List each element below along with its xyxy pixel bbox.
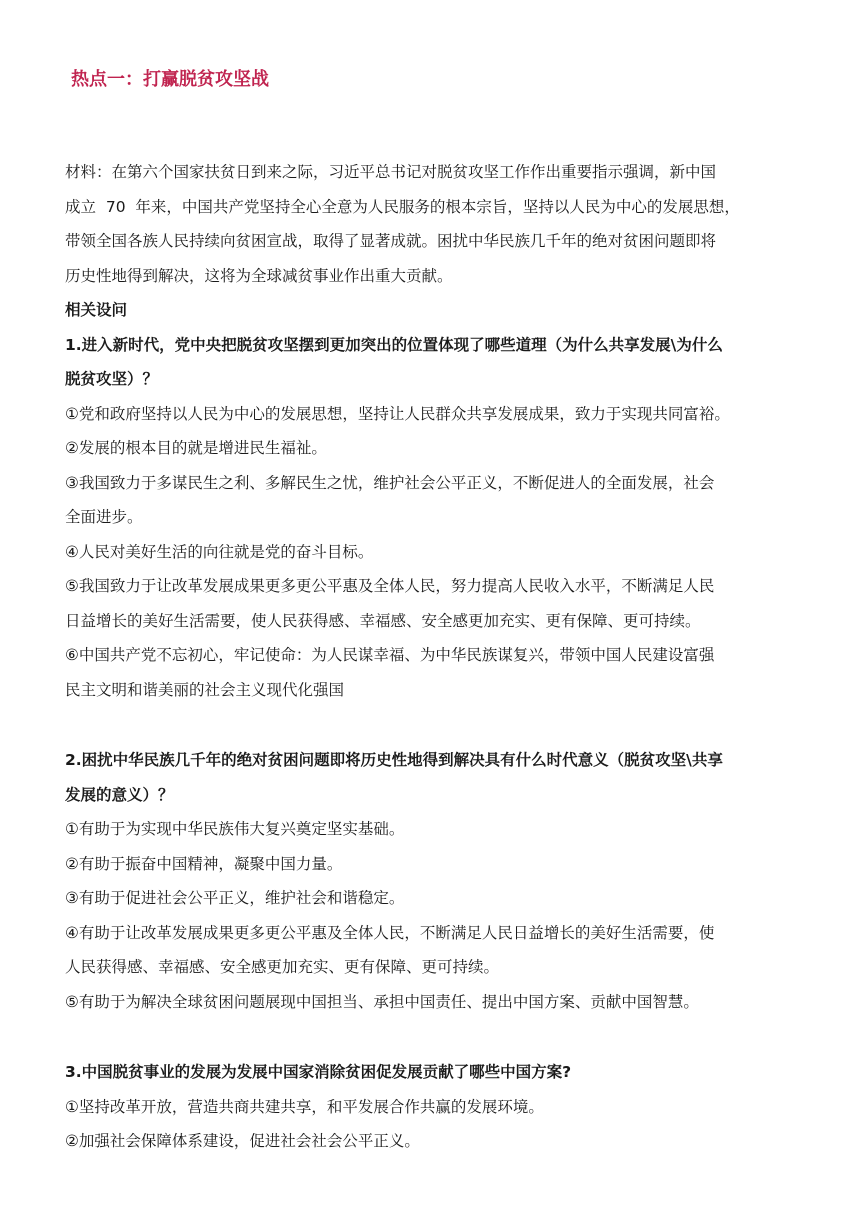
answer-line: ③我国致力于多谋民生之利、多解民生之忧，维护社会公平正义，不断促进人的全面发展，社会 — [65, 473, 715, 492]
material-line: 历史性地得到解决，这将为全球减贫事业作出重大贡献。 — [65, 266, 453, 285]
material-line: 材料：在第六个国家扶贫日到来之际，习近平总书记对脱贫攻坚工作作出重要指示强调，新中国 — [65, 163, 717, 181]
question-block-1 — [65, 328, 798, 708]
answer-line: 民主文明和谐美丽的社会主义现代化强国 — [65, 680, 345, 699]
answer-line: ②有助于振奋中国精神，凝聚中国力量。 — [65, 854, 343, 873]
question-line: 2.困扰中华民族几千年的绝对贫困问题即将历史性地得到解决具有什么时代意义（脱贫攻坚\共享 — [65, 751, 723, 769]
material-line: 带领全国各族人民持续向贫困宣战，取得了显著成就。困扰中华民族几千年的绝对贫困问题即将 — [65, 232, 717, 250]
answer-line: ①坚持改革开放，营造共商共建共享，和平发展合作共赢的发展环境。 — [65, 1097, 544, 1116]
question-line: 发展的意义）？ — [65, 785, 174, 804]
answer-line: ②加强社会保障体系建设，促进社会社会公平正义。 — [65, 1132, 420, 1150]
answer-line: ⑥中国共产党不忘初心，牢记使命：为人民谋幸福、为中华民族谋复兴，带领中国人民建设富强 — [65, 646, 715, 664]
answer-line: 日益增长的美好生活需要，使人民获得感、幸福感、安全感更加充实、更有保障、更可持续。 — [65, 611, 701, 630]
answer-line: ①有助于为实现中华民族伟大复兴奠定坚实基础。 — [65, 820, 405, 838]
question-line: 脱贫攻坚）？ — [65, 370, 159, 388]
material-line: 成立 70 年来，中国共产党坚持全心全意为人民服务的根本宗旨，坚持以人民为中心的发展思想， — [65, 197, 740, 216]
spacer — [65, 98, 798, 155]
spacer — [65, 707, 798, 743]
question-block-3 — [65, 1055, 798, 1159]
hotspot-heading: 热点一：打赢脱贫攻坚战 — [71, 69, 269, 90]
answer-line: ①党和政府坚持以人民为中心的发展思想，坚持让人民群众共享发展成果，致力于实现共同富裕。 — [65, 404, 730, 423]
answer-line: ④有助于让改革发展成果更多更公平惠及全体人民，不断满足人民日益增长的美好生活需要，使 — [65, 923, 715, 942]
spacer — [65, 1019, 798, 1055]
answer-line: 人民获得感、幸福感、安全感更加充实、更有保障、更可持续。 — [65, 958, 500, 976]
material-paragraph — [65, 155, 798, 293]
question-block-2 — [65, 743, 798, 1019]
section-label: 相关设问 — [65, 301, 128, 319]
answer-line: ⑤有助于为解决全球贫困问题展现中国担当、承担中国责任、提出中国方案、贡献中国智慧。 — [65, 992, 699, 1011]
question-line: 3.中国脱贫事业的发展为发展中国家消除贫困促发展贡献了哪些中国方案? — [65, 1063, 572, 1081]
answer-line: ③有助于促进社会公平正义，维护社会和谐稳定。 — [65, 889, 405, 907]
answer-line: ②发展的根本目的就是增进民生福祉。 — [65, 439, 327, 457]
answer-line: 全面进步。 — [65, 508, 143, 526]
answer-line: ④人民对美好生活的向往就是党的奋斗目标。 — [65, 542, 374, 561]
question-line: 1.进入新时代，党中央把脱贫攻坚摆到更加突出的位置体现了哪些道理（为什么共享发展\为什么 — [65, 335, 723, 354]
answer-line: ⑤我国致力于让改革发展成果更多更公平惠及全体人民，努力提高人民收入水平，不断满足人民 — [65, 577, 715, 595]
